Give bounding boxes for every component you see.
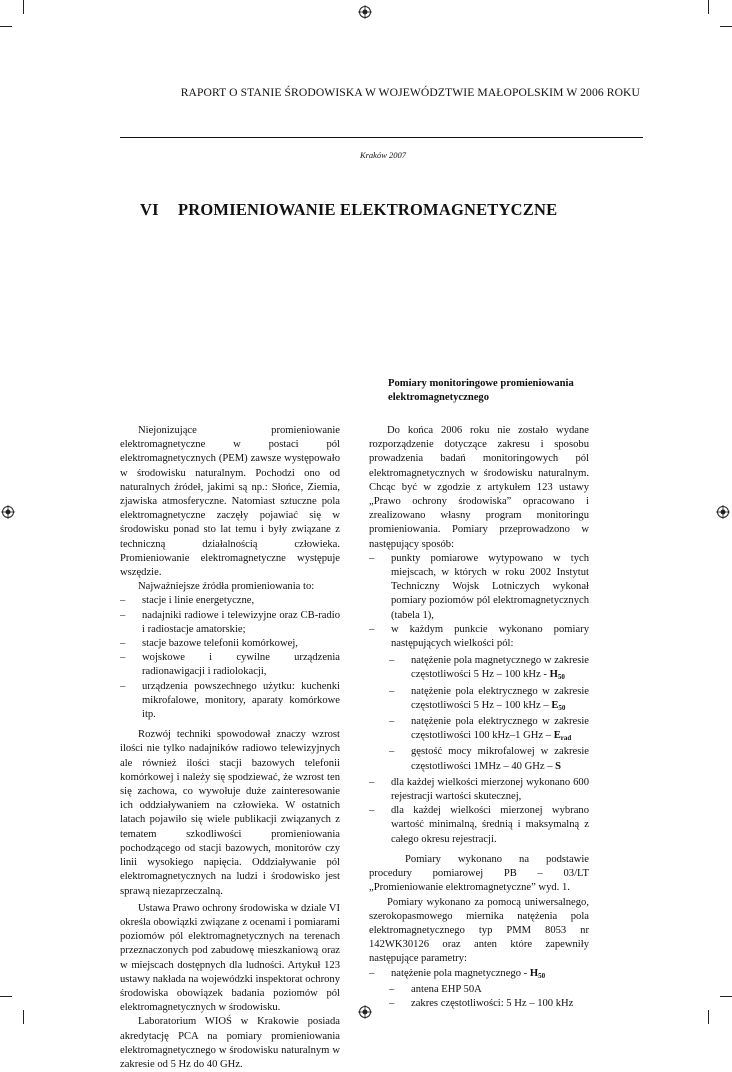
crop-mark: [23, 0, 24, 14]
chapter-number: VI: [140, 200, 159, 219]
right-column: [369, 424, 589, 1011]
list-item: – stacje bazowe telefonii komórkowej,: [120, 638, 298, 650]
crop-mark: [720, 26, 732, 27]
param-item: – zakres częstotliwości: 5 Hz – 100 kHz: [389, 997, 574, 1009]
registration-mark-icon: [1, 505, 15, 519]
section-title: Pomiary monitoringowe promieniowania elektromagnetycznego: [388, 378, 574, 403]
header-rule: [120, 137, 643, 138]
body-paragraph: Ustawa Prawo ochrony środowiska w dziale VI określa obowiązki związane z ocenami i pomiarami poziomów pól elektromagnetycznych na terenach przeznaczonych pod zabudowę mieszkaniową oraz w miejscach dostępnych dla ludności. Artykuł 123 ustawy nakłada na wojewódzki inspektorat ochrony środowiska obowiązek badania poziomów pól elektromagnetycznych w środowisku.: [120, 902, 340, 1014]
header-subtitle: Kraków 2007: [359, 150, 406, 160]
list-item: – punkty pomiarowe wytypowano w tych miejscach, w których w roku 2002 Instytut Techniczny Wojsk Lotniczych wykonał pomiary poziomów pól elektromagnetycznych (tabela 1),: [369, 552, 589, 621]
list-item: – natężenie pola magnetycznego - $H_{50}$: [369, 967, 546, 980]
measure-item: – natężenie pola elektrycznego w zakresie częstotliwości 5 Hz – 100 kHz – $E_{50}$: [389, 685, 589, 712]
sources-heading: Najważniejsze źródła promieniowania to:: [138, 581, 315, 593]
body-paragraph: Do końca 2006 roku nie zostało wydane rozporządzenie dotyczące zakresu i sposobu prowadzenia badań monitoringowych pól elektromagnetycznych w środowisku naturalnym. Chcąc być w zgodzie z artykułem 123 ustawy „Prawo ochrony środowiska” opracowano i zrealizowano własny program monitoringu promieniowania. Pomiary przeprowadzono w następujący sposób:: [369, 425, 589, 550]
body-paragraph: Laboratorium WIOŚ w Krakowie posiada akredytację PCA na pomiary promieniowania elektromagnetycznego w środowisku naturalnym w zakresie od 5 Hz do 40 GHz.: [120, 1016, 340, 1070]
list-item: – dla każdej wielkości mierzonej wybrano wartość minimalną, średnią i maksymalną z całego okresu rejestracji.: [369, 805, 589, 845]
list-item: – w każdym punkcie wykonano pomiary następujących wielkości pól:: [369, 623, 589, 650]
measure-item: – natężenie pola elektrycznego w zakresie częstotliwości 100 kHz–1 GHz – $E_{rad}$: [389, 716, 589, 743]
crop-mark: [0, 26, 12, 27]
crop-mark: [0, 996, 12, 997]
list-item: – urządzenia powszechnego użytku: kuchenki mikrofalowe, monitory, aparaty komórkowe itp.: [120, 680, 340, 721]
list-item: – stacje i linie energetyczne,: [120, 595, 255, 607]
body-paragraph: Rozwój techniki spowodował znaczy wzrost ilości nie tylko nadajników radiowo telewizyjnych ale również ilości stacji bazowych telefonii komórkowej i należy się spodziewać, że wzrost ten się zachowa, co wywołuje duże zainteresowanie ich oddziaływaniem na człowieka. W ostatnich latach pojawiło się wiele publikacji związanych z tematem szkodliwości promieniowania pochodzącego od stacji bazowych, monitorów czy linii wysokiego napięcia. Oddziaływanie pól elektromagnetycznych na ludzi i środowisko jest sprawą niezaprzeczalną.: [120, 729, 340, 897]
registration-mark-icon: [716, 505, 730, 519]
body-paragraph: Pomiary wykonano na podstawie procedury pomiarowej PB – 03/LT „Promieniowanie elektromagnetyczne” wyd. 1.: [369, 853, 589, 894]
list-item: – nadajniki radiowe i telewizyjne oraz CB-radio i radiostacje amatorskie;: [120, 609, 340, 635]
chapter-heading: PROMIENIOWANIE ELEKTROMAGNETYCZNE: [178, 200, 558, 219]
measure-item: – gęstość mocy mikrofalowej w zakresie częstotliwości 1MHz – 40 GHz – S: [389, 746, 589, 772]
param-item: – antena EHP 50A: [389, 983, 482, 995]
crop-mark: [708, 0, 709, 14]
registration-mark-icon: [358, 5, 372, 19]
list-item: – dla każdej wielkości mierzonej wykonano 600 rejestracji wartości skutecznej,: [369, 776, 589, 803]
body-paragraph: Pomiary wykonano za pomocą uniwersalnego, szerokopasmowego miernika natężenia pola elektromagnetycznego typ PMM 8053 nr 142WK30126 oraz anten które zapewniły następujące parametry:: [369, 896, 589, 965]
measure-item: – natężenie pola magnetycznego w zakresie częstotliwości 5 Hz – 100 kHz - $H_{50}$: [389, 655, 589, 682]
crop-mark: [23, 1010, 24, 1024]
chapter-title: [140, 200, 557, 220]
intro-paragraph: Niejonizujące promieniowanie elektromagnetyczne w postaci pól elektromagnetycznych (PEM) zawsze występowało w środowisku naturalnym. Pochodzi ono od naturalnych źródeł, jakimi są np.: Słońce, Ziemia, zjawiska atmosferyczne. Natomiast sztuczne pola elektromagnetyczne zaczęły pojawiać się w środowisku ponad sto lat temu i były związane z techniczną działalnością człowieka. Promieniowanie elektromagnetyczne występuje wszędzie.: [120, 425, 340, 579]
crop-mark: [720, 996, 732, 997]
list-item: – wojskowe i cywilne urządzenia radionawigacji i radiolokacji,: [120, 652, 340, 678]
running-header: RAPORT O STANIE ŚRODOWISKA W WOJEWÓDZTWIE MAŁOPOLSKIM W 2006 ROKU: [180, 86, 640, 99]
crop-mark: [708, 1010, 709, 1024]
left-column: [120, 424, 340, 1072]
